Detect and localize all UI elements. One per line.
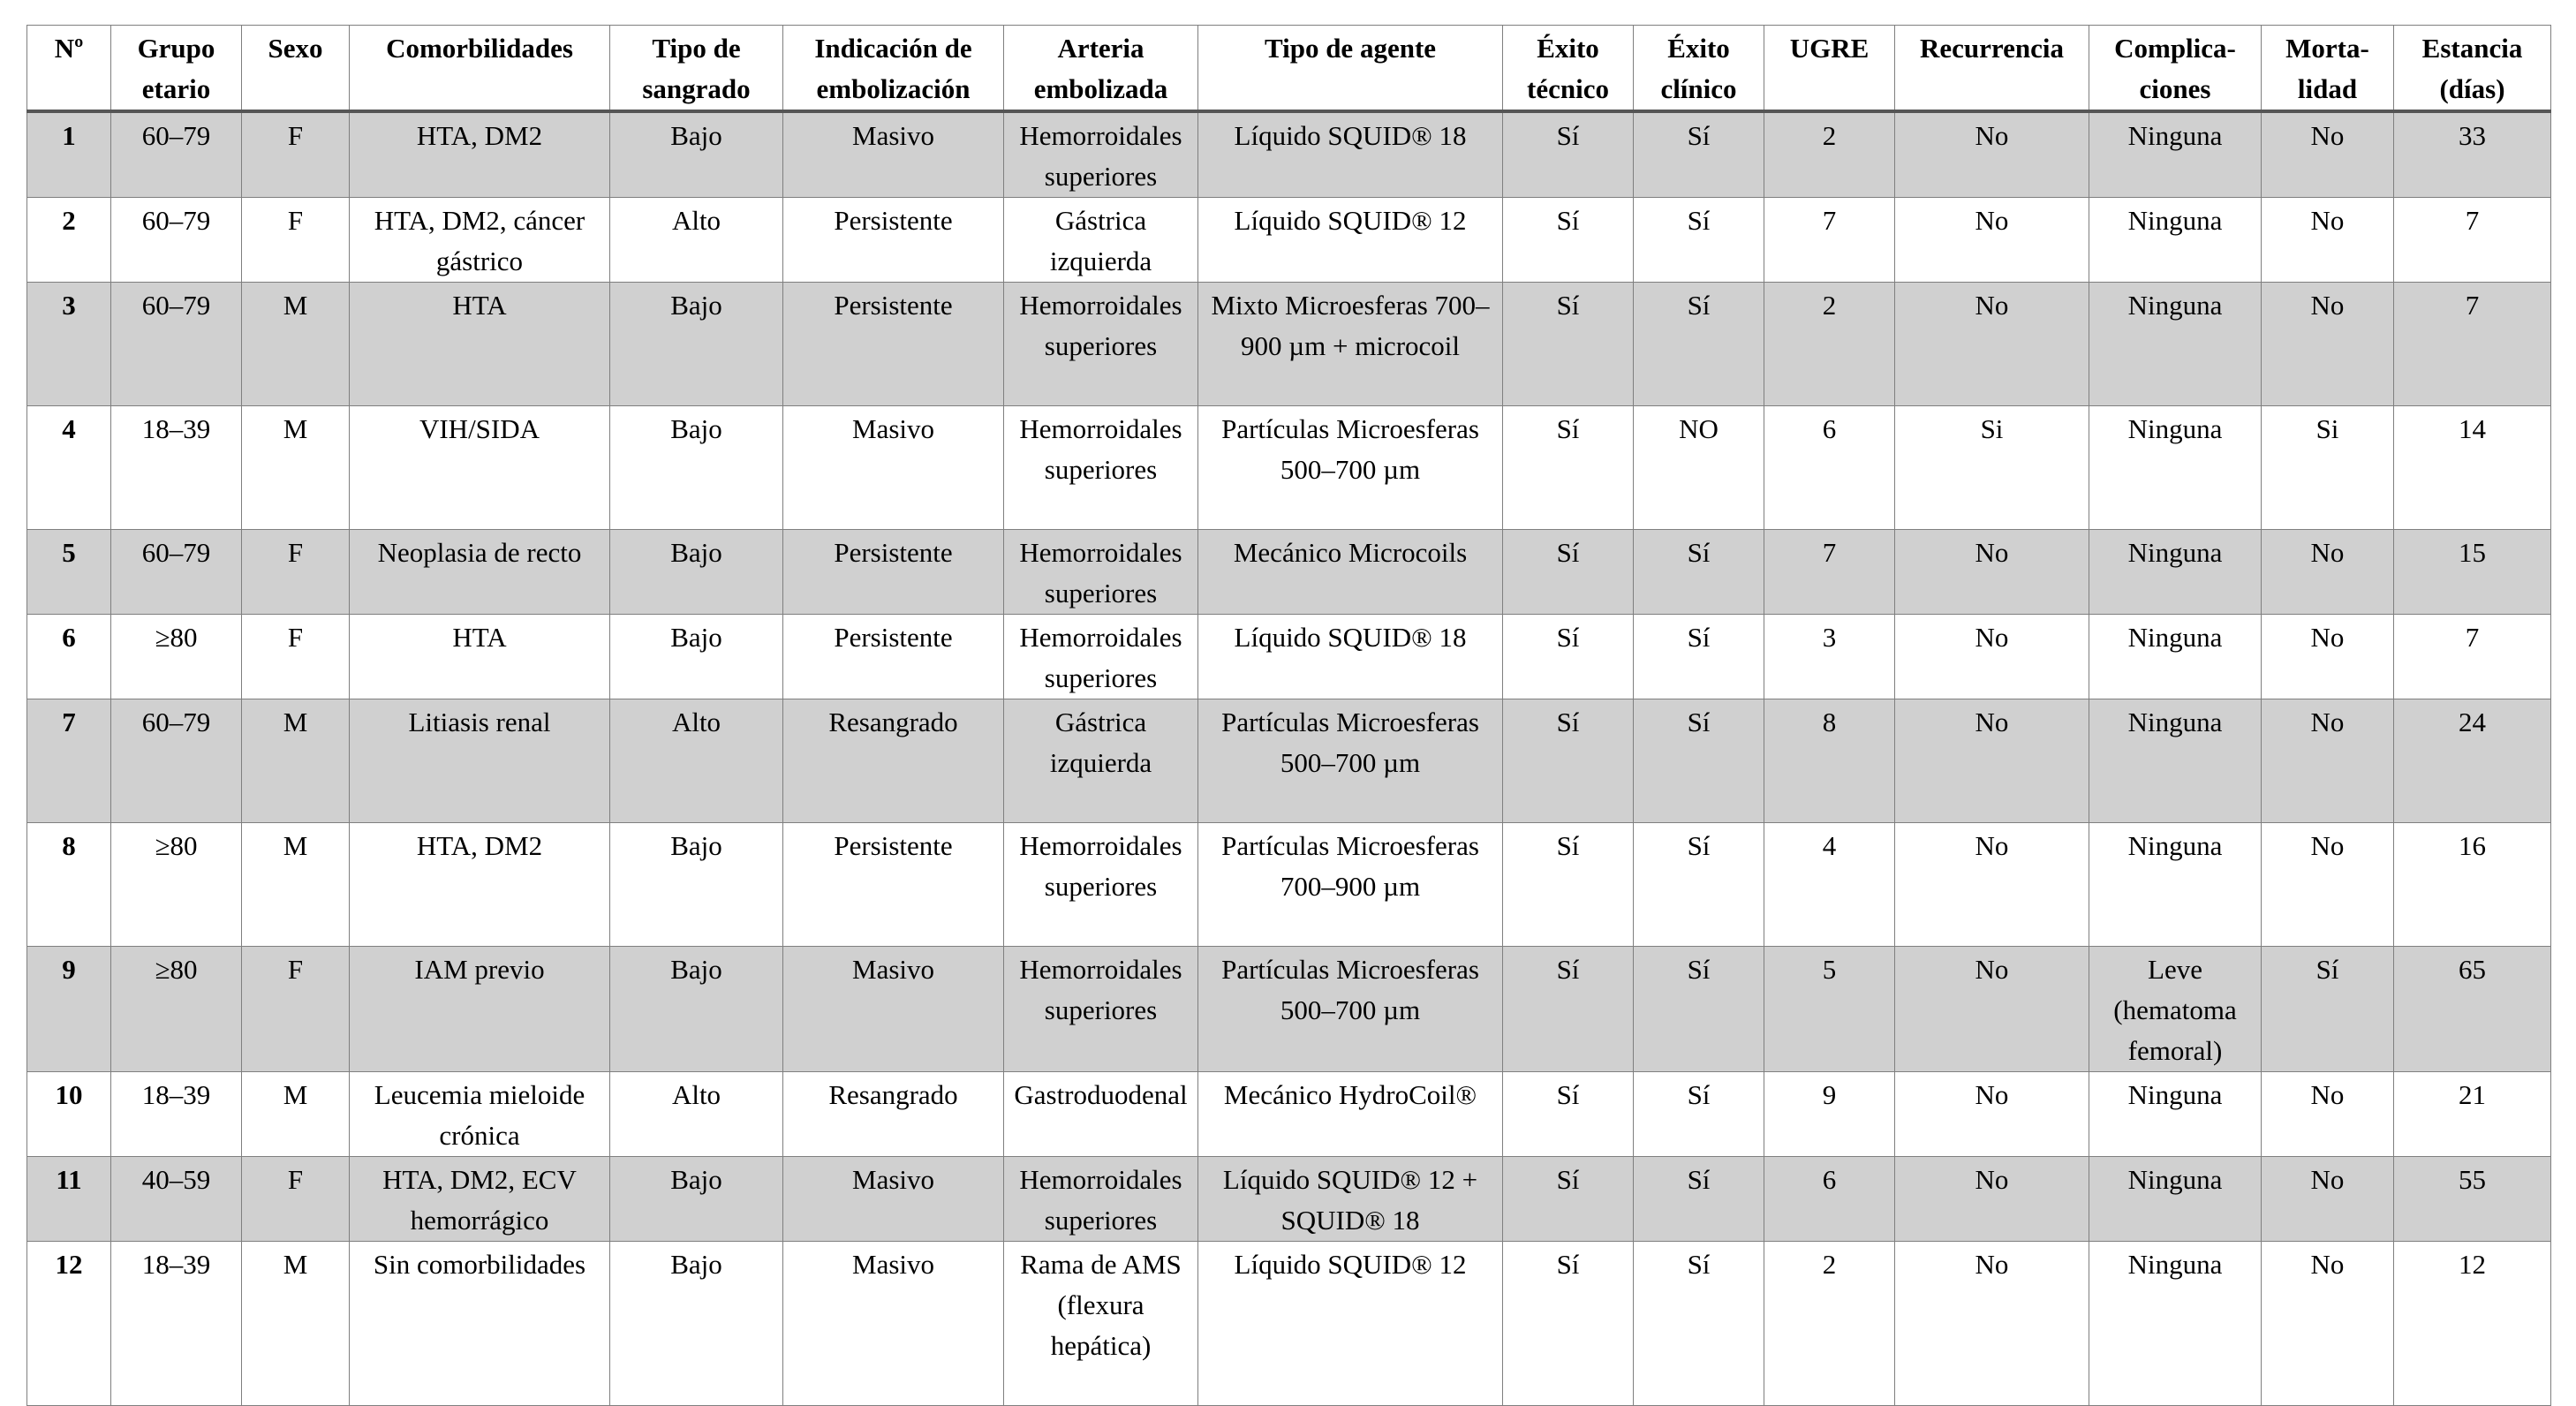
cell-grupo-etario: ≥80 [111, 615, 242, 699]
cell-exito-clinico: Sí [1634, 1242, 1764, 1406]
cell-ugre: 3 [1764, 615, 1895, 699]
cell-recurrencia: No [1895, 823, 2089, 947]
cell-exito-tecnico: Sí [1503, 699, 1634, 823]
cell-exito-clinico: Sí [1634, 198, 1764, 283]
cell-complicaciones: Leve (hematoma femoral) [2089, 947, 2262, 1072]
cell-grupo-etario: 18–39 [111, 406, 242, 530]
cell-grupo-etario: 60–79 [111, 699, 242, 823]
header-estancia: Estancia (días) [2394, 26, 2551, 112]
cell-numero: 3 [27, 283, 111, 406]
cell-exito-clinico: Sí [1634, 283, 1764, 406]
cell-tipo-agente: Partículas Microesferas 500–700 µm [1198, 947, 1503, 1072]
table-row [27, 947, 2551, 1072]
cell-mortalidad: Sí [2262, 947, 2394, 1072]
cell-comorbilidades: VIH/SIDA [350, 406, 610, 530]
table-header-row [27, 26, 2551, 112]
table-row [27, 1242, 2551, 1406]
cell-exito-tecnico: Sí [1503, 530, 1634, 615]
cell-indicacion: Masivo [783, 111, 1004, 198]
cell-grupo-etario: 60–79 [111, 530, 242, 615]
cell-arteria: Hemorroidales superiores [1004, 283, 1198, 406]
cell-numero: 8 [27, 823, 111, 947]
cell-grupo-etario: 60–79 [111, 198, 242, 283]
cell-mortalidad: No [2262, 699, 2394, 823]
cell-complicaciones: Ninguna [2089, 1242, 2262, 1406]
cell-comorbilidades: Neoplasia de recto [350, 530, 610, 615]
cell-numero: 4 [27, 406, 111, 530]
cell-sexo: F [242, 615, 350, 699]
cell-mortalidad: No [2262, 111, 2394, 198]
cell-indicacion: Resangrado [783, 699, 1004, 823]
cell-exito-tecnico: Sí [1503, 406, 1634, 530]
cell-indicacion: Persistente [783, 198, 1004, 283]
header-tipo-agente: Tipo de agente [1198, 26, 1503, 112]
cell-exito-tecnico: Sí [1503, 1072, 1634, 1157]
cell-exito-tecnico: Sí [1503, 283, 1634, 406]
table-row [27, 1157, 2551, 1242]
cell-exito-clinico: NO [1634, 406, 1764, 530]
cell-grupo-etario: 60–79 [111, 111, 242, 198]
cell-exito-tecnico: Sí [1503, 111, 1634, 198]
table-row [27, 406, 2551, 530]
cell-sexo: M [242, 1072, 350, 1157]
cell-tipo-agente: Líquido SQUID® 12 [1198, 1242, 1503, 1406]
cell-ugre: 6 [1764, 406, 1895, 530]
cell-ugre: 6 [1764, 1157, 1895, 1242]
cell-tipo-sangrado: Bajo [610, 406, 783, 530]
cell-exito-tecnico: Sí [1503, 615, 1634, 699]
cell-estancia: 7 [2394, 198, 2551, 283]
cell-exito-clinico: Sí [1634, 947, 1764, 1072]
cell-comorbilidades: HTA, DM2 [350, 823, 610, 947]
cell-arteria: Hemorroidales superiores [1004, 823, 1198, 947]
cell-ugre: 2 [1764, 1242, 1895, 1406]
table-row [27, 699, 2551, 823]
cell-arteria: Rama de AMS (flexura hepática) [1004, 1242, 1198, 1406]
cell-ugre: 2 [1764, 111, 1895, 198]
cell-indicacion: Masivo [783, 1157, 1004, 1242]
cell-sexo: F [242, 198, 350, 283]
cell-indicacion: Persistente [783, 615, 1004, 699]
cell-tipo-agente: Líquido SQUID® 12 [1198, 198, 1503, 283]
cell-ugre: 4 [1764, 823, 1895, 947]
cell-numero: 6 [27, 615, 111, 699]
cell-estancia: 55 [2394, 1157, 2551, 1242]
cell-complicaciones: Ninguna [2089, 823, 2262, 947]
table-row [27, 1072, 2551, 1157]
cell-recurrencia: No [1895, 615, 2089, 699]
cell-numero: 12 [27, 1242, 111, 1406]
cell-tipo-sangrado: Bajo [610, 111, 783, 198]
cell-ugre: 9 [1764, 1072, 1895, 1157]
cell-complicaciones: Ninguna [2089, 1072, 2262, 1157]
cell-tipo-sangrado: Bajo [610, 283, 783, 406]
embolization-cases-table [26, 25, 2551, 1406]
header-grupo-etario: Grupo etario [111, 26, 242, 112]
header-exito-tecnico: Éxito técnico [1503, 26, 1634, 112]
header-numero: Nº [27, 26, 111, 112]
cell-estancia: 21 [2394, 1072, 2551, 1157]
cell-estancia: 33 [2394, 111, 2551, 198]
cell-numero: 2 [27, 198, 111, 283]
cell-tipo-agente: Líquido SQUID® 12 + SQUID® 18 [1198, 1157, 1503, 1242]
table-row [27, 198, 2551, 283]
cell-recurrencia: No [1895, 283, 2089, 406]
cell-tipo-sangrado: Bajo [610, 1242, 783, 1406]
cell-indicacion: Masivo [783, 947, 1004, 1072]
cell-arteria: Hemorroidales superiores [1004, 530, 1198, 615]
cell-recurrencia: No [1895, 1072, 2089, 1157]
cell-complicaciones: Ninguna [2089, 699, 2262, 823]
cell-exito-tecnico: Sí [1503, 1242, 1634, 1406]
cell-grupo-etario: 18–39 [111, 1242, 242, 1406]
cell-exito-tecnico: Sí [1503, 823, 1634, 947]
cell-exito-clinico: Sí [1634, 111, 1764, 198]
cell-tipo-sangrado: Bajo [610, 947, 783, 1072]
cell-arteria: Gástrica izquierda [1004, 699, 1198, 823]
cell-tipo-sangrado: Alto [610, 1072, 783, 1157]
cell-tipo-sangrado: Alto [610, 198, 783, 283]
cell-estancia: 15 [2394, 530, 2551, 615]
cell-arteria: Hemorroidales superiores [1004, 406, 1198, 530]
cell-arteria: Gástrica izquierda [1004, 198, 1198, 283]
cell-exito-clinico: Sí [1634, 823, 1764, 947]
cell-grupo-etario: 40–59 [111, 1157, 242, 1242]
cell-tipo-agente: Mixto Microesferas 700–900 µm + microcoil [1198, 283, 1503, 406]
cell-sexo: F [242, 530, 350, 615]
cell-numero: 10 [27, 1072, 111, 1157]
cell-sexo: M [242, 283, 350, 406]
cell-ugre: 8 [1764, 699, 1895, 823]
cell-exito-clinico: Sí [1634, 1157, 1764, 1242]
cell-tipo-sangrado: Alto [610, 699, 783, 823]
cell-complicaciones: Ninguna [2089, 111, 2262, 198]
cell-tipo-sangrado: Bajo [610, 823, 783, 947]
cell-sexo: M [242, 1242, 350, 1406]
cell-ugre: 7 [1764, 530, 1895, 615]
cell-indicacion: Persistente [783, 530, 1004, 615]
cell-exito-tecnico: Sí [1503, 947, 1634, 1072]
cell-mortalidad: No [2262, 1242, 2394, 1406]
cell-arteria: Hemorroidales superiores [1004, 947, 1198, 1072]
cell-comorbilidades: Leucemia mieloide crónica [350, 1072, 610, 1157]
cell-indicacion: Masivo [783, 1242, 1004, 1406]
cell-complicaciones: Ninguna [2089, 406, 2262, 530]
cell-complicaciones: Ninguna [2089, 530, 2262, 615]
cell-exito-clinico: Sí [1634, 1072, 1764, 1157]
cell-arteria: Hemorroidales superiores [1004, 1157, 1198, 1242]
header-ugre: UGRE [1764, 26, 1895, 112]
cell-tipo-sangrado: Bajo [610, 530, 783, 615]
cell-exito-clinico: Sí [1634, 530, 1764, 615]
cell-recurrencia: No [1895, 947, 2089, 1072]
cell-comorbilidades: HTA, DM2, cáncer gástrico [350, 198, 610, 283]
cell-exito-clinico: Sí [1634, 615, 1764, 699]
cell-estancia: 12 [2394, 1242, 2551, 1406]
cell-estancia: 7 [2394, 615, 2551, 699]
cell-estancia: 16 [2394, 823, 2551, 947]
cell-numero: 9 [27, 947, 111, 1072]
cell-sexo: M [242, 823, 350, 947]
cell-comorbilidades: HTA, DM2, ECV hemorrágico [350, 1157, 610, 1242]
cell-estancia: 14 [2394, 406, 2551, 530]
cell-estancia: 7 [2394, 283, 2551, 406]
cell-comorbilidades: IAM previo [350, 947, 610, 1072]
cell-indicacion: Masivo [783, 406, 1004, 530]
cell-indicacion: Resangrado [783, 1072, 1004, 1157]
cell-recurrencia: No [1895, 1242, 2089, 1406]
cell-complicaciones: Ninguna [2089, 615, 2262, 699]
header-complicaciones: Complica- ciones [2089, 26, 2262, 112]
cell-recurrencia: No [1895, 699, 2089, 823]
cell-complicaciones: Ninguna [2089, 283, 2262, 406]
table-row [27, 530, 2551, 615]
cell-grupo-etario: ≥80 [111, 947, 242, 1072]
cell-mortalidad: No [2262, 283, 2394, 406]
cell-estancia: 24 [2394, 699, 2551, 823]
cell-comorbilidades: Litiasis renal [350, 699, 610, 823]
cell-tipo-agente: Mecánico Microcoils [1198, 530, 1503, 615]
table-row [27, 615, 2551, 699]
cell-numero: 5 [27, 530, 111, 615]
cell-tipo-sangrado: Bajo [610, 615, 783, 699]
header-mortalidad: Morta- lidad [2262, 26, 2394, 112]
cell-ugre: 2 [1764, 283, 1895, 406]
cell-numero: 11 [27, 1157, 111, 1242]
header-recurrencia: Recurrencia [1895, 26, 2089, 112]
cell-arteria: Gastroduodenal [1004, 1072, 1198, 1157]
cell-grupo-etario: 18–39 [111, 1072, 242, 1157]
table-row [27, 283, 2551, 406]
cell-tipo-agente: Mecánico HydroCoil® [1198, 1072, 1503, 1157]
table-row [27, 823, 2551, 947]
cell-recurrencia: Si [1895, 406, 2089, 530]
table-row [27, 111, 2551, 198]
cell-ugre: 5 [1764, 947, 1895, 1072]
cell-mortalidad: No [2262, 1157, 2394, 1242]
cell-exito-tecnico: Sí [1503, 1157, 1634, 1242]
cell-sexo: F [242, 1157, 350, 1242]
cell-arteria: Hemorroidales superiores [1004, 615, 1198, 699]
cell-indicacion: Persistente [783, 283, 1004, 406]
cell-sexo: M [242, 699, 350, 823]
cell-recurrencia: No [1895, 530, 2089, 615]
cell-tipo-agente: Partículas Microesferas 500–700 µm [1198, 699, 1503, 823]
header-sexo: Sexo [242, 26, 350, 112]
cell-mortalidad: Si [2262, 406, 2394, 530]
cell-tipo-agente: Líquido SQUID® 18 [1198, 615, 1503, 699]
cell-numero: 1 [27, 111, 111, 198]
cell-recurrencia: No [1895, 111, 2089, 198]
cell-recurrencia: No [1895, 198, 2089, 283]
cell-sexo: M [242, 406, 350, 530]
cell-tipo-agente: Partículas Microesferas 700–900 µm [1198, 823, 1503, 947]
header-comorbilidades: Comorbilidades [350, 26, 610, 112]
cell-recurrencia: No [1895, 1157, 2089, 1242]
header-indicacion: Indicación de embolización [783, 26, 1004, 112]
cell-comorbilidades: HTA [350, 283, 610, 406]
cell-tipo-agente: Líquido SQUID® 18 [1198, 111, 1503, 198]
cell-mortalidad: No [2262, 530, 2394, 615]
cell-sexo: F [242, 947, 350, 1072]
cell-comorbilidades: HTA, DM2 [350, 111, 610, 198]
cell-exito-tecnico: Sí [1503, 198, 1634, 283]
header-tipo-sangrado: Tipo de sangrado [610, 26, 783, 112]
cell-estancia: 65 [2394, 947, 2551, 1072]
header-arteria: Arteria embolizada [1004, 26, 1198, 112]
cell-ugre: 7 [1764, 198, 1895, 283]
cell-complicaciones: Ninguna [2089, 198, 2262, 283]
cell-indicacion: Persistente [783, 823, 1004, 947]
cell-grupo-etario: 60–79 [111, 283, 242, 406]
cell-arteria: Hemorroidales superiores [1004, 111, 1198, 198]
cell-mortalidad: No [2262, 615, 2394, 699]
cell-mortalidad: No [2262, 1072, 2394, 1157]
cell-grupo-etario: ≥80 [111, 823, 242, 947]
table-body [27, 111, 2551, 1406]
cell-sexo: F [242, 111, 350, 198]
cell-mortalidad: No [2262, 198, 2394, 283]
data-table-container [26, 25, 2550, 1406]
cell-complicaciones: Ninguna [2089, 1157, 2262, 1242]
cell-mortalidad: No [2262, 823, 2394, 947]
cell-exito-clinico: Sí [1634, 699, 1764, 823]
cell-tipo-agente: Partículas Microesferas 500–700 µm [1198, 406, 1503, 530]
cell-comorbilidades: Sin comorbilidades [350, 1242, 610, 1406]
header-exito-clinico: Éxito clínico [1634, 26, 1764, 112]
cell-numero: 7 [27, 699, 111, 823]
cell-tipo-sangrado: Bajo [610, 1157, 783, 1242]
cell-comorbilidades: HTA [350, 615, 610, 699]
